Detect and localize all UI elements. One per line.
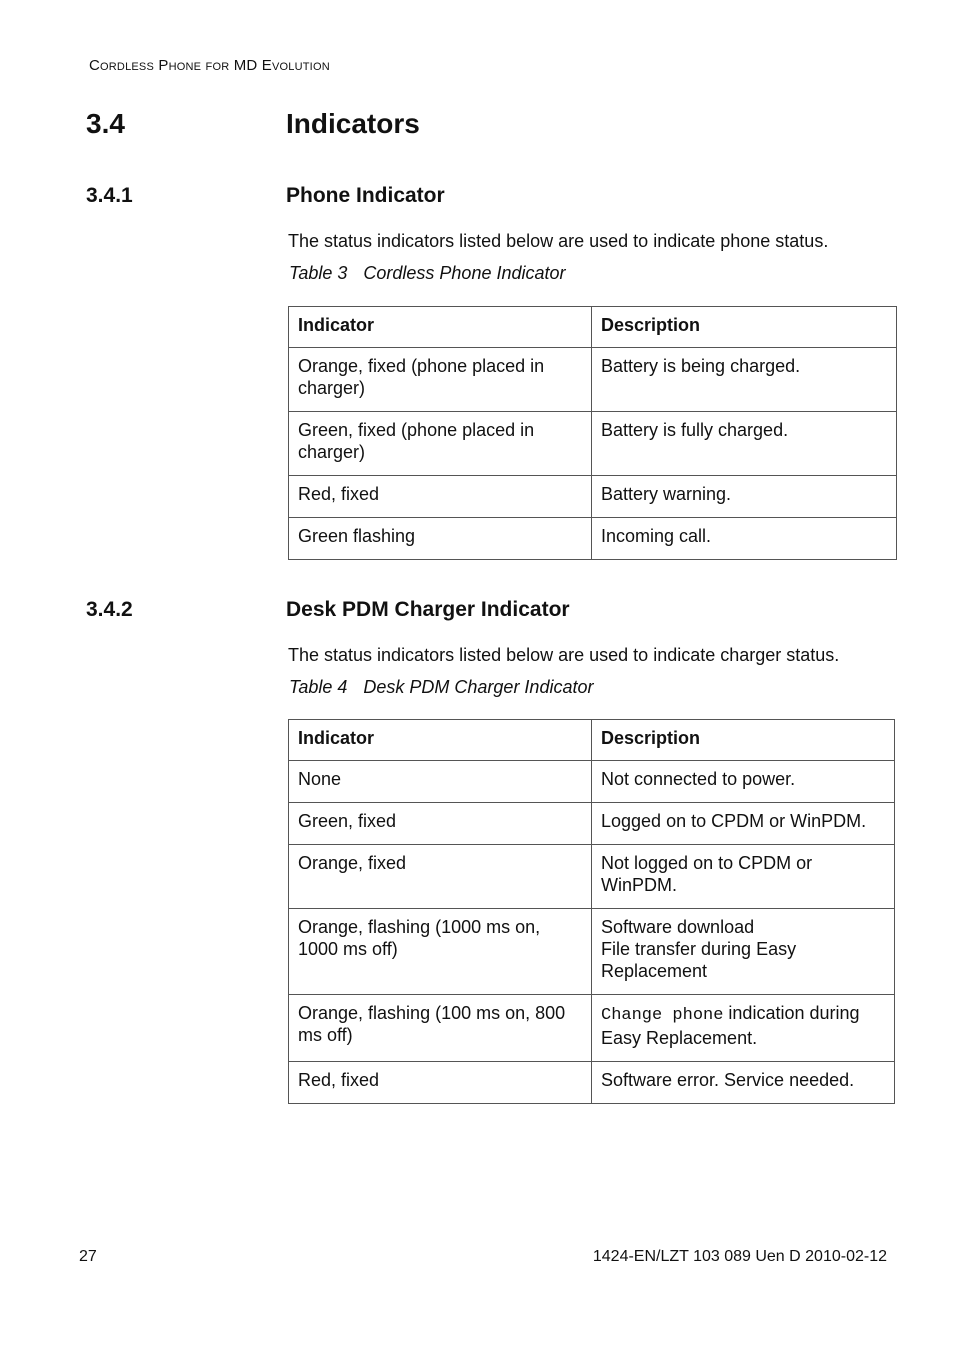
description-cell	[592, 995, 895, 1062]
description-cell: Battery warning.	[592, 476, 897, 518]
table4-caption	[289, 677, 593, 698]
subsection-title-charger: Desk PDM Charger Indicator	[286, 598, 570, 621]
table-row	[289, 476, 897, 518]
column-header-indicator: Indicator	[289, 720, 592, 761]
charger-intro-text: The status indicators listed below are used to indicate charger status.	[288, 645, 840, 665]
phone-indicator-table	[288, 306, 897, 560]
indicator-cell: Red, fixed	[289, 476, 592, 518]
column-header-description: Description	[592, 720, 895, 761]
table4-caption-number: Table 4	[289, 677, 348, 697]
table-row	[289, 1062, 895, 1104]
indicator-cell: Green flashing	[289, 518, 592, 560]
table-row	[289, 909, 895, 995]
subsection-number-phone: 3.4.1	[86, 184, 133, 207]
table-row	[289, 412, 897, 476]
description-cell: Not connected to power.	[592, 761, 895, 803]
indicator-cell: Orange, fixed (phone placed in charger)	[289, 348, 592, 412]
subsection-title-phone: Phone Indicator	[286, 184, 445, 207]
indicator-cell: Orange, flashing (1000 ms on, 1000 ms off)	[289, 909, 592, 995]
description-line: File transfer during Easy Replacement	[601, 939, 797, 981]
table-row	[289, 761, 895, 803]
phone-intro-text: The status indicators listed below are used to indicate phone status.	[288, 231, 829, 251]
section-title: Indicators	[286, 108, 420, 139]
table3-caption-title: Cordless Phone Indicator	[363, 263, 566, 283]
description-cell: Battery is fully charged.	[592, 412, 897, 476]
column-header-indicator: Indicator	[289, 307, 592, 348]
description-line: Software download	[601, 917, 755, 937]
description-cell: Not logged on to CPDM or WinPDM.	[592, 845, 895, 909]
description-cell: Incoming call.	[592, 518, 897, 560]
table3-caption	[289, 263, 566, 284]
subsection-number-charger: 3.4.2	[86, 598, 133, 621]
description-cell	[592, 909, 895, 995]
section-number: 3.4	[86, 108, 125, 139]
column-header-description: Description	[592, 307, 897, 348]
page-number: 27	[79, 1248, 97, 1265]
description-cell: Software error. Service needed.	[592, 1062, 895, 1104]
table-row	[289, 803, 895, 845]
table-row	[289, 995, 895, 1062]
table-row	[289, 518, 897, 560]
table-row	[289, 348, 897, 412]
table-header-row	[289, 720, 895, 761]
description-cell: Battery is being charged.	[592, 348, 897, 412]
indicator-cell: Orange, flashing (100 ms on, 800 ms off)	[289, 995, 592, 1062]
description-cell: Logged on to CPDM or WinPDM.	[592, 803, 895, 845]
running-header: Cordless Phone for MD Evolution	[89, 57, 330, 74]
indicator-cell: Green, fixed	[289, 803, 592, 845]
table3-caption-number: Table 3	[289, 263, 348, 283]
code-text: Change phone	[601, 1006, 724, 1025]
table-header-row	[289, 307, 897, 348]
table4-caption-title: Desk PDM Charger Indicator	[363, 677, 594, 697]
indicator-cell: Green, fixed (phone placed in charger)	[289, 412, 592, 476]
description-text: indication during Easy Replacement.	[601, 1003, 860, 1048]
indicator-cell: Orange, fixed	[289, 845, 592, 909]
table-row	[289, 845, 895, 909]
document-id: 1424-EN/LZT 103 089 Uen D 2010-02-12	[592, 1248, 887, 1265]
indicator-cell: Red, fixed	[289, 1062, 592, 1104]
charger-indicator-table	[288, 719, 895, 1104]
indicator-cell: None	[289, 761, 592, 803]
